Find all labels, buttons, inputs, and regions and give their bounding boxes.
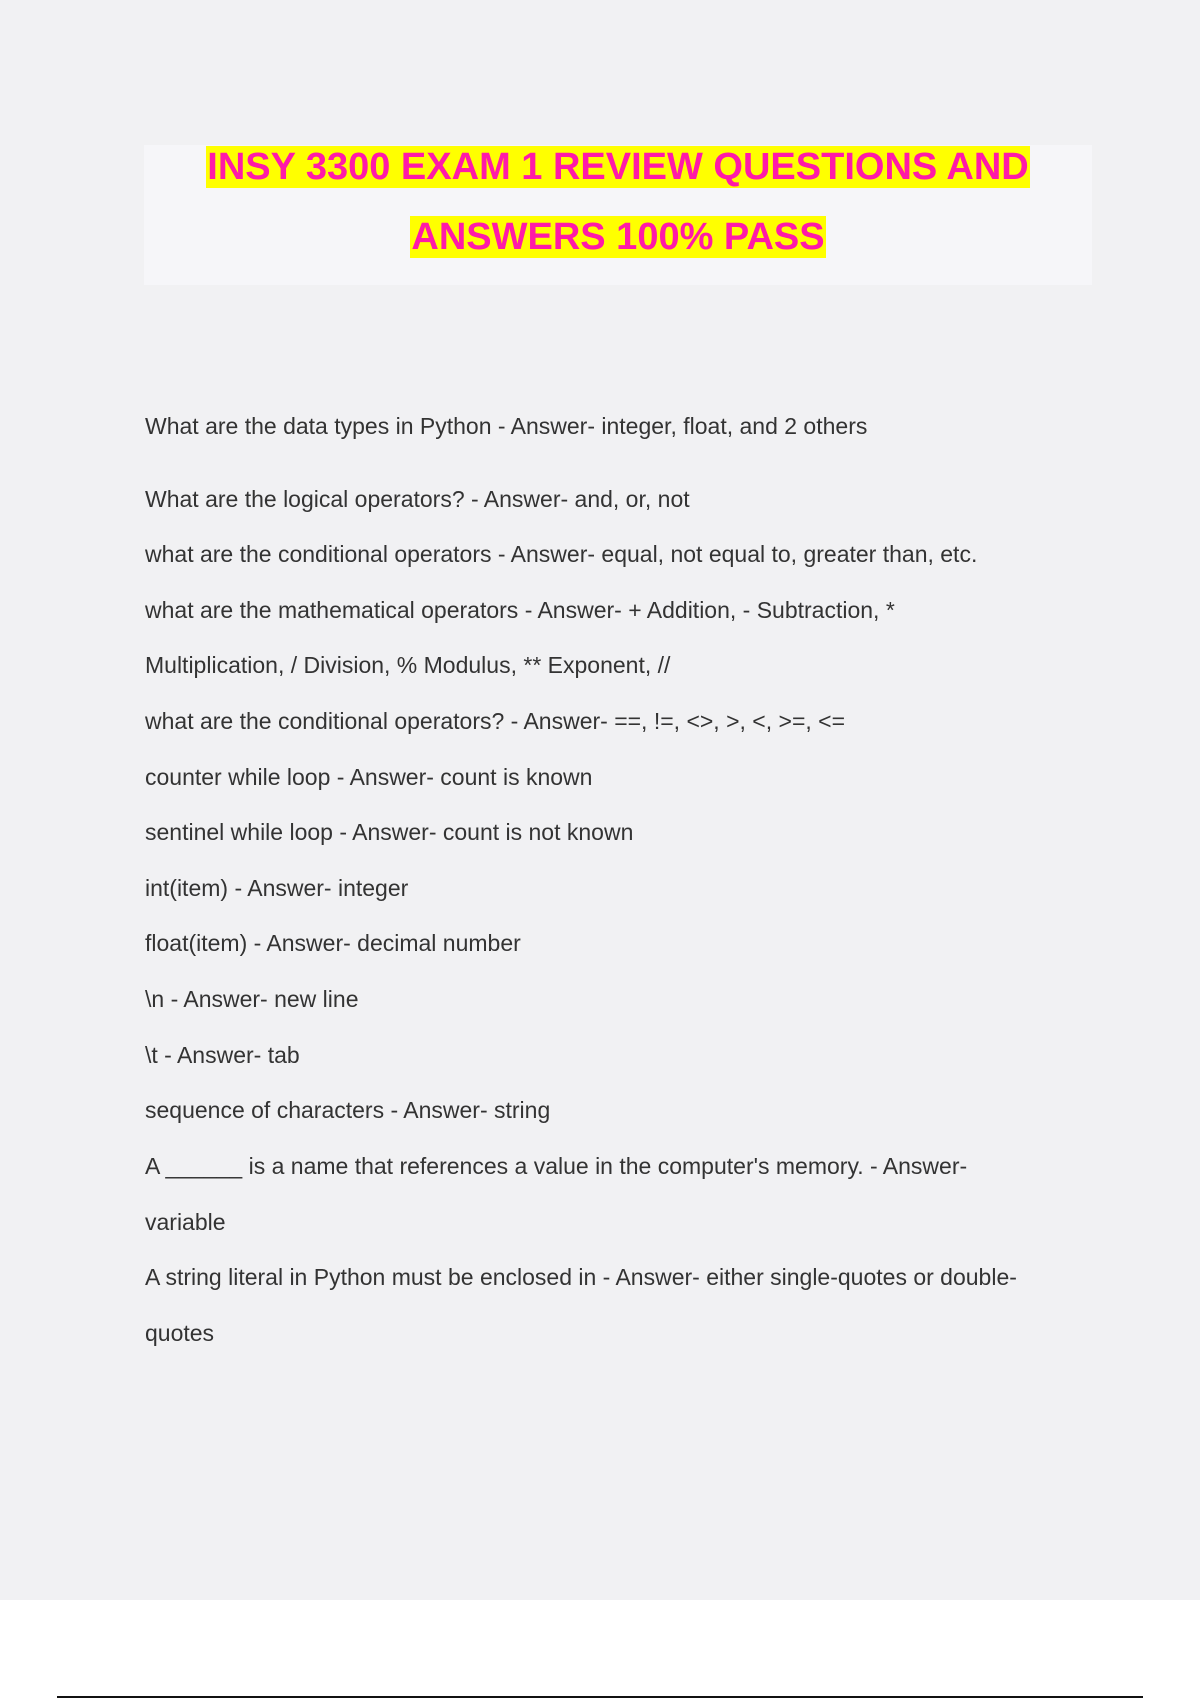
qa-line: counter while loop - Answer- count is known [145, 764, 593, 790]
qa-line: what are the mathematical operators - Answer- + Addition, - Subtraction, * [145, 597, 895, 623]
qa-line: quotes [145, 1320, 215, 1346]
qa-line: int(item) - Answer- integer [145, 875, 409, 901]
qa-line: A ______ is a name that references a value in the computer's memory. - Answer- [145, 1153, 968, 1179]
qa-line: What are the data types in Python - Answer- integer, float, and 2 others [145, 413, 868, 439]
qa-line: sentinel while loop - Answer- count is not known [145, 819, 634, 845]
qa-line: sequence of characters - Answer- string [145, 1097, 551, 1123]
document-title-line-2 [144, 215, 1092, 259]
title-banner [144, 145, 1092, 285]
qa-line: what are the conditional operators? - Answer- ==, !=, <>, >, <, >=, <= [145, 708, 846, 734]
qa-line: variable [145, 1209, 226, 1235]
qa-line: \n - Answer- new line [145, 986, 359, 1012]
title-highlight-2: ANSWERS 100% PASS [411, 216, 825, 258]
qa-line: What are the logical operators? - Answer- and, or, not [145, 486, 690, 512]
title-highlight-1: INSY 3300 EXAM 1 REVIEW QUESTIONS AND [207, 146, 1029, 188]
qa-line: float(item) - Answer- decimal number [145, 930, 521, 956]
qa-line: Multiplication, / Division, % Modulus, ** Exponent, // [145, 652, 671, 678]
qa-line: \t - Answer- tab [145, 1042, 300, 1068]
footer-divider [57, 1696, 1143, 1698]
qa-line: A string literal in Python must be enclosed in - Answer- either single-quotes or double- [145, 1264, 1017, 1290]
qa-line: what are the conditional operators - Answer- equal, not equal to, greater than, etc. [145, 541, 978, 567]
document-title-line-1 [144, 145, 1092, 189]
